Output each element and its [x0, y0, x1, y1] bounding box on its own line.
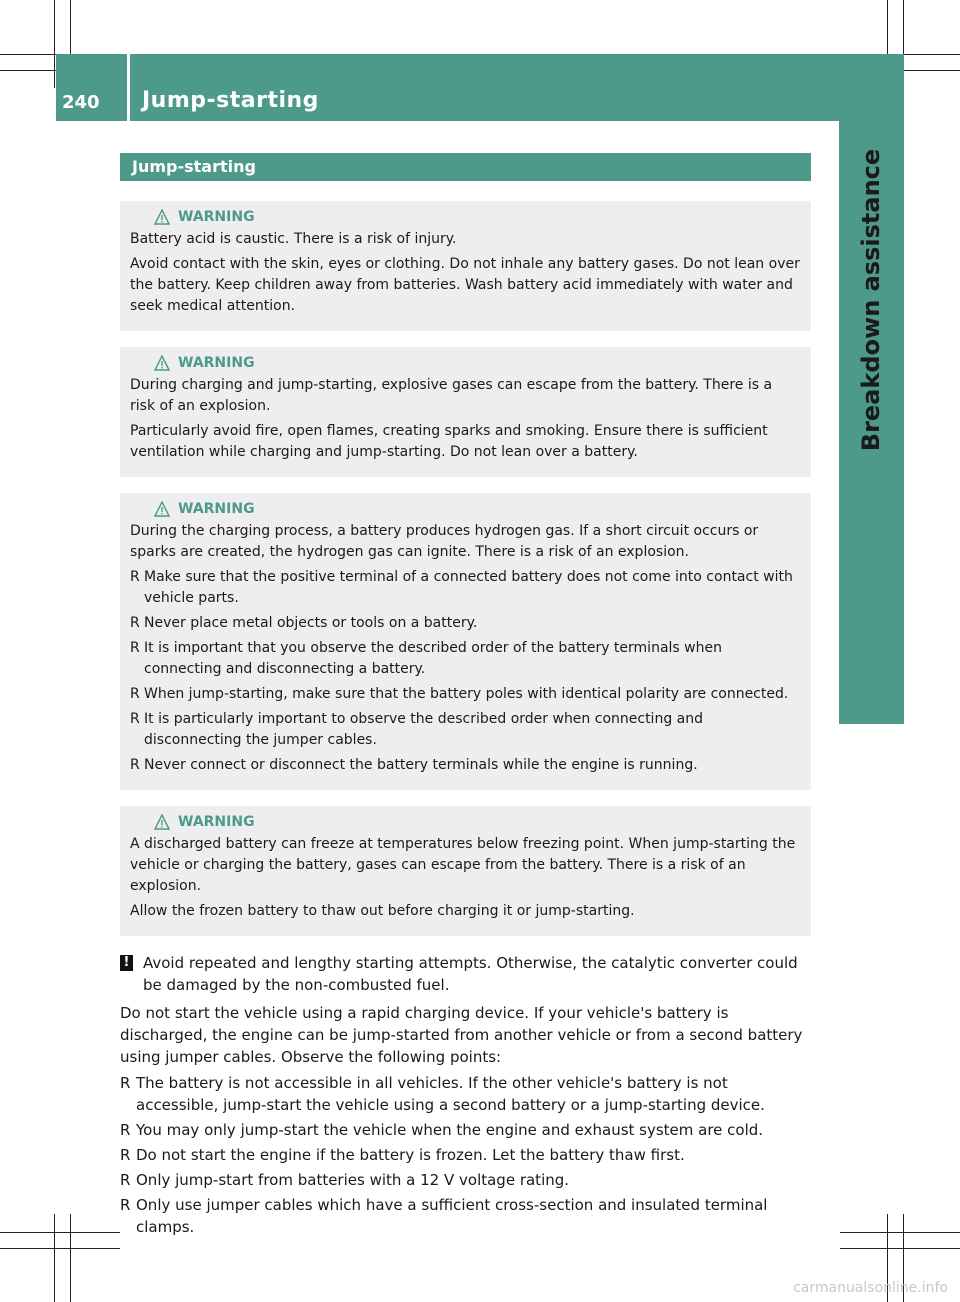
- warning-box: [120, 201, 811, 331]
- watermark: carmanualsonline.info: [793, 1280, 948, 1296]
- bullet-glyph: R: [130, 711, 140, 727]
- list-item: [130, 709, 801, 751]
- body-text: Do not start the vehicle using a rapid charging device. If your vehicle's battery is discharged, the engine can be jump-started from another vehicle or from a second battery using jumper cables. Observe the following points:: [120, 1004, 803, 1066]
- list-item: [120, 1072, 811, 1116]
- warning-triangle-icon: [154, 814, 170, 830]
- list-item: [130, 755, 801, 776]
- warning-title: [130, 814, 801, 830]
- warning-text: During the charging process, a battery produces hydrogen gas. If a short circuit occurs or sparks are created, the hydrogen gas can ignite. There is a risk of an explosion.: [130, 523, 759, 560]
- list-item-text: Never place metal objects or tools on a battery.: [144, 615, 478, 631]
- list-item-text: Never connect or disconnect the battery terminals while the engine is running.: [144, 757, 698, 773]
- bullet-glyph: R: [120, 1074, 131, 1092]
- warning-label: WARNING: [178, 209, 255, 225]
- list-item-text: Only jump-start from batteries with a 12 V voltage rating.: [136, 1171, 570, 1189]
- warning-text: Avoid contact with the skin, eyes or clothing. Do not inhale any battery gases. Do not lean over the battery. Keep children away from batteries. Wash battery acid immediately with water and seek medical attention.: [130, 256, 800, 314]
- warning-text: Allow the frozen battery to thaw out before charging it or jump-starting.: [130, 903, 635, 919]
- note-text: Avoid repeated and lengthy starting attempts. Otherwise, the catalytic converter could be damaged by the non-combusted fuel.: [143, 954, 798, 994]
- list-item: [130, 638, 801, 680]
- warning-box: [120, 347, 811, 477]
- section-title: Jump-starting: [120, 153, 811, 181]
- crop-mark: [0, 1248, 120, 1249]
- crop-mark: [54, 1214, 55, 1302]
- bullet-glyph: R: [120, 1146, 131, 1164]
- warning-title: [130, 355, 801, 371]
- list-item-text: You may only jump-start the vehicle when the engine and exhaust system are cold.: [136, 1121, 764, 1139]
- warning-label: WARNING: [178, 355, 255, 371]
- bullet-glyph: R: [130, 686, 140, 702]
- warning-text: During charging and jump-starting, explosive gases can escape from the battery. There is a risk of an explosion.: [130, 377, 773, 414]
- bullet-glyph: R: [120, 1121, 131, 1139]
- warning-title: [130, 209, 801, 225]
- warning-text: A discharged battery can freeze at temperatures below freezing point. When jump-starting the vehicle or charging the battery, gases can escape from the battery. There is a risk of an explosion.: [130, 836, 796, 894]
- list-item-text: When jump-starting, make sure that the battery poles with identical polarity are connected.: [144, 686, 789, 702]
- crop-mark: [70, 1214, 71, 1302]
- list-item: [120, 1119, 811, 1141]
- list-item-text: The battery is not accessible in all vehicles. If the other vehicle's battery is not accessible, jump-start the vehicle using a second battery or a jump-starting device.: [136, 1074, 765, 1114]
- bullet-glyph: R: [130, 569, 140, 585]
- exclamation-icon: !: [120, 955, 133, 971]
- note: [120, 952, 811, 996]
- warning-triangle-icon: [154, 501, 170, 517]
- warning-triangle-icon: [154, 209, 170, 225]
- page-number: 240: [62, 92, 100, 113]
- list-item-text: Only use jumper cables which have a sufficient cross-section and insulated terminal clamps.: [136, 1196, 768, 1236]
- list-item: [130, 613, 801, 634]
- warning-label: WARNING: [178, 814, 255, 830]
- crop-mark: [54, 0, 55, 88]
- bullet-glyph: R: [130, 615, 140, 631]
- list-item: [130, 684, 801, 705]
- main-content: [120, 153, 811, 1241]
- list-item: [120, 1144, 811, 1166]
- bullet-glyph: R: [120, 1196, 131, 1214]
- crop-mark: [840, 1248, 960, 1249]
- warning-box: [120, 493, 811, 790]
- bullet-glyph: R: [130, 640, 140, 656]
- header-title: Jump-starting: [142, 88, 319, 113]
- list-item-text: Make sure that the positive terminal of a connected battery does not come into contact with vehicle parts.: [144, 569, 793, 606]
- list-item-text: Do not start the engine if the battery is frozen. Let the battery thaw first.: [136, 1146, 685, 1164]
- crop-mark: [840, 1232, 960, 1233]
- header-divider: [127, 54, 130, 121]
- warning-box: [120, 806, 811, 936]
- list-item: [120, 1194, 811, 1238]
- bullet-glyph: R: [120, 1171, 131, 1189]
- side-tab-label: Breakdown assistance: [857, 148, 885, 452]
- crop-mark: [0, 1232, 120, 1233]
- warning-label: WARNING: [178, 501, 255, 517]
- warning-text: Battery acid is caustic. There is a risk of injury.: [130, 231, 457, 247]
- warning-title: [130, 501, 801, 517]
- list-item: [120, 1169, 811, 1191]
- warning-triangle-icon: [154, 355, 170, 371]
- bullet-glyph: R: [130, 757, 140, 773]
- list-item-text: It is important that you observe the described order of the battery terminals when connecting and disconnecting a battery.: [144, 640, 722, 677]
- list-item: [130, 567, 801, 609]
- list-item-text: It is particularly important to observe the described order when connecting and disconnecting the jumper cables.: [144, 711, 703, 748]
- warning-text: Particularly avoid fire, open flames, creating sparks and smoking. Ensure there is sufficient ventilation while charging and jump-starting. Do not lean over a battery.: [130, 423, 768, 460]
